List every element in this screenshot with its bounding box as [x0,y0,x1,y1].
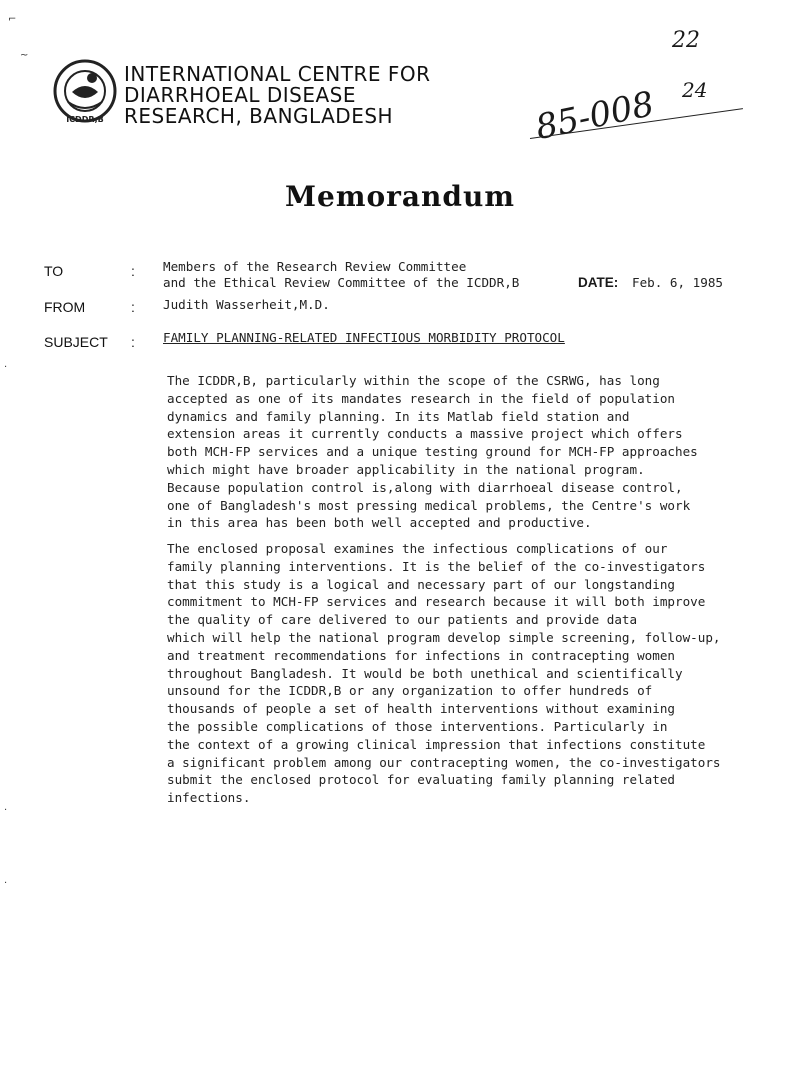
text-line: that this study is a logical and necessary part of our longstanding [167,576,675,592]
to-label: TO [44,263,64,279]
to-colon: : [131,263,135,279]
text-line: dynamics and family planning. In its Matlab field station and [167,408,630,424]
subject-value: FAMILY PLANNING-RELATED INFECTIOUS MORBIDITY PROTOCOL [163,330,565,345]
text-line: The ICDDR,B, particularly within the scope of the CSRWG, has long [167,373,660,388]
subject-colon: : [131,334,135,350]
date-label: DATE: [578,275,619,290]
org-line-1: INTERNATIONAL CENTRE FOR [124,62,431,86]
text-line: extension areas it currently conducts a massive project which offers [167,426,683,442]
body-paragraph-2 [167,540,797,807]
text-line: unsound for the ICDDR,B or any organization to offer hundreds of [167,683,653,699]
text-line: and treatment recommendations for infections in contracepting women [167,647,675,663]
subject-label: SUBJECT [44,334,108,350]
from-label: FROM [44,299,86,315]
from-value: Judith Wasserheit,M.D. [163,297,330,312]
text-line: one of Bangladesh's most pressing medical problems, the Centre's work [167,497,691,513]
logo-text: ICDDR,B [66,115,104,124]
organization-name [124,64,431,127]
text-line: both MCH-FP services and a unique testing ground for MCH-FP approaches [167,444,698,460]
text-line: submit the enclosed protocol for evaluating family planning related [167,772,675,788]
text-line: which will help the national program develop simple screening, follow-up, [167,629,721,645]
org-line-2: DIARRHOEAL DISEASE [124,83,357,107]
text-line: throughout Bangladesh. It would be both unethical and scientifically [167,665,683,681]
text-line: the quality of care delivered to our patients and provide data [167,612,638,628]
scan-mark: · [4,805,8,816]
scan-mark: · [4,878,8,889]
org-line-3: RESEARCH, BANGLADESH [124,104,394,128]
text-line: the context of a growing clinical impression that infections constitute [167,736,706,752]
text-line: a significant problem among our contracepting women, the co-investigators [167,754,721,770]
text-line: The enclosed proposal examines the infectious complications of our [167,541,668,556]
handwritten-reference: 85-008 [532,83,658,149]
handwritten-side-number: 24 [682,78,708,102]
handwritten-top-number: 22 [672,28,700,53]
text-line: accepted as one of its mandates research in the field of population [167,390,675,406]
scan-mark: ~ [20,50,29,61]
text-line: in this area has been both well accepted and productive. [167,515,592,531]
text-line: which might have broader applicability in the national program. [167,461,645,477]
text-line: family planning interventions. It is the belief of the co-investigators [167,558,706,574]
text-line: infections. [167,790,251,806]
icddrb-logo [52,58,118,124]
memorandum-title: Memorandum [285,180,515,213]
to-line-2: and the Ethical Review Committee of the ICDDR,B [163,275,520,290]
scan-mark: ⌐ [8,14,17,25]
text-line: thousands of people a set of health interventions without examining [167,701,675,717]
from-colon: : [131,299,135,315]
text-line: commitment to MCH-FP services and research because it will both improve [167,594,706,610]
to-line-1: Members of the Research Review Committee [163,259,467,274]
text-line: Because population control is,along with diarrhoeal disease control, [167,479,683,495]
date-value: Feb. 6, 1985 [632,275,723,290]
text-line: the possible complications of those interventions. Particularly in [167,718,668,734]
body-paragraph-1 [167,372,797,532]
scan-mark: · [4,362,8,373]
